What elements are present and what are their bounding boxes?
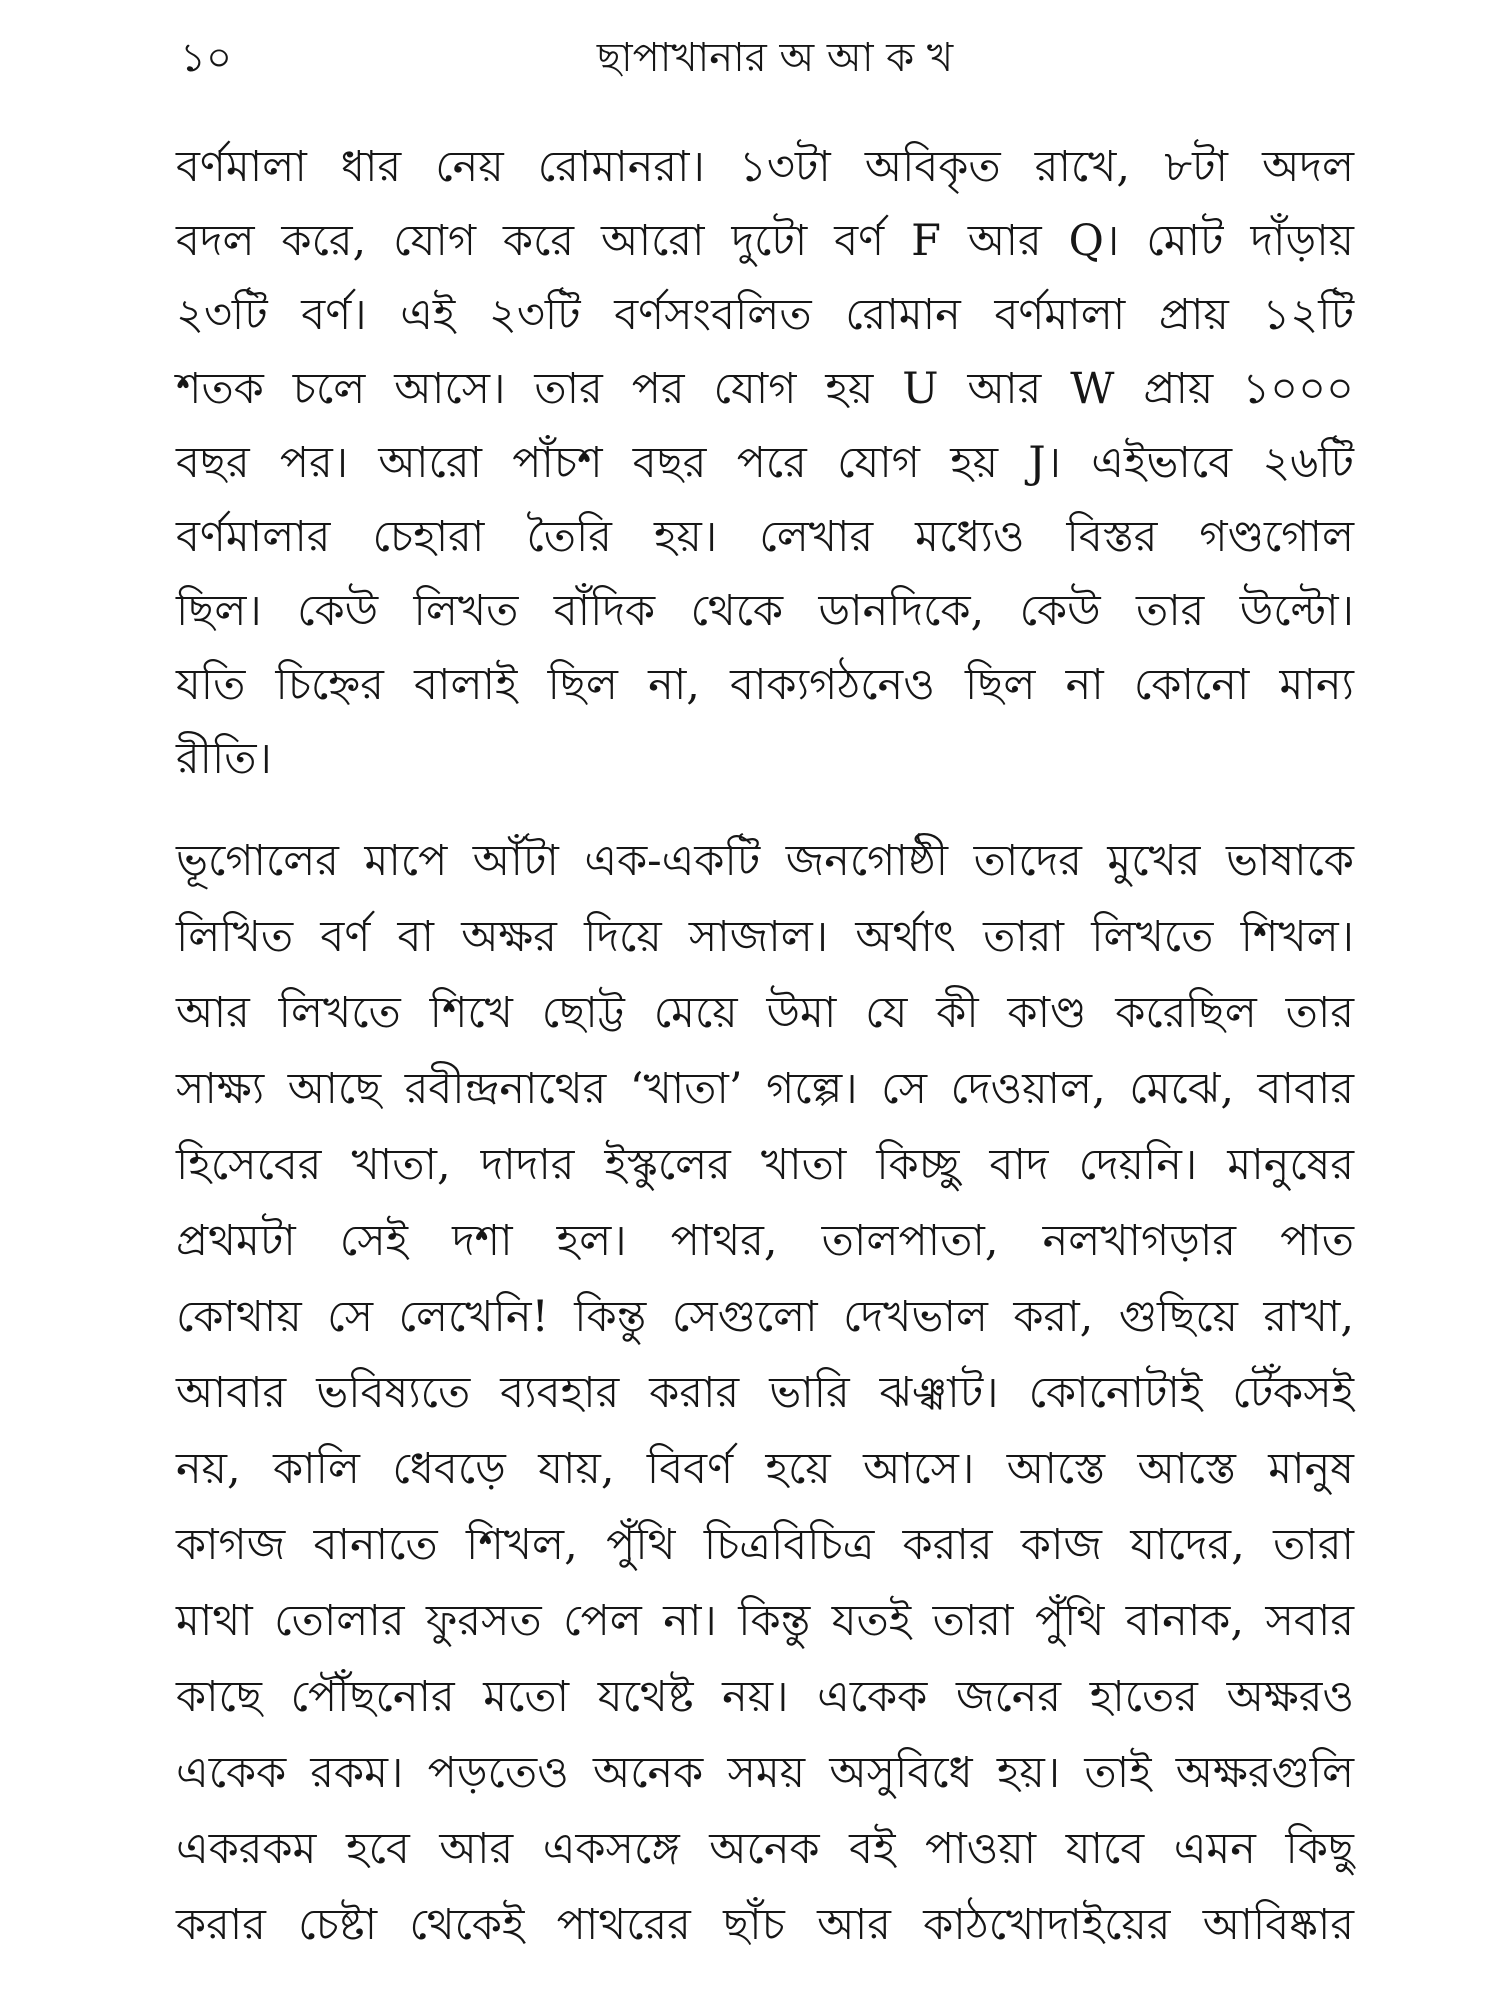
- text-line: প্রথমটা সেই দশা হল। পাথর, তালপাতা, নলখাগড়ার পাত: [176, 1216, 1354, 1266]
- text-line: আর লিখতে শিখে ছোট্ট মেয়ে উমা যে কী কাণ্ড করেছিল তার: [176, 988, 1354, 1038]
- text-line: ছিল। কেউ লিখত বাঁদিক থেকে ডানদিকে, কেউ তার উল্টো।: [176, 586, 1354, 636]
- page-number: ১০: [180, 35, 232, 81]
- text-line: একেক রকম। পড়তেও অনেক সময় অসুবিধে হয়। তাই অক্ষরগুলি: [176, 1748, 1354, 1798]
- text-line: নয়, কালি ধেবড়ে যায়, বিবর্ণ হয়ে আসে। আস্তে আস্তে মানুষ: [176, 1444, 1354, 1494]
- text-line: কাছে পৌঁছনোর মতো যথেষ্ট নয়। একেক জনের হাতের অক্ষরও: [176, 1672, 1354, 1722]
- text-line: কোথায় সে লেখেনি! কিন্তু সেগুলো দেখভাল করা, গুছিয়ে রাখা,: [176, 1292, 1354, 1342]
- text-line: ভূগোলের মাপে আঁটা এক-একটি জনগোষ্ঠী তাদের মুখের ভাষাকে: [176, 836, 1354, 886]
- text-line: শতক চলে আসে। তার পর যোগ হয় U আর W প্রায় ১০০০: [176, 364, 1354, 414]
- text-line: সাক্ষ্য আছে রবীন্দ্রনাথের ‘খাতা’ গল্পে। সে দেওয়াল, মেঝে, বাবার: [176, 1064, 1354, 1114]
- text-line: বছর পর। আরো পাঁচশ বছর পরে যোগ হয় J। এইভাবে ২৬টি: [176, 438, 1354, 488]
- text-line: বর্ণমালার চেহারা তৈরি হয়। লেখার মধ্যেও বিস্তর গণ্ডগোল: [176, 512, 1354, 562]
- text-line: রীতি।: [176, 734, 272, 784]
- text-line: হিসেবের খাতা, দাদার ইস্কুলের খাতা কিচ্ছু বাদ দেয়নি। মানুষের: [176, 1140, 1354, 1190]
- running-title: ছাপাখানার অ আ ক খ: [596, 35, 954, 81]
- text-line: কাগজ বানাতে শিখল, পুঁথি চিত্রবিচিত্র করার কাজ যাদের, তারা: [176, 1520, 1354, 1570]
- text-line: একরকম হবে আর একসঙ্গে অনেক বই পাওয়া যাবে এমন কিছু: [176, 1824, 1354, 1874]
- text-line: আবার ভবিষ্যতে ব্যবহার করার ভারি ঝঞ্ঝাট। কোনোটাই টেঁকসই: [176, 1368, 1354, 1418]
- text-line: যতি চিহ্নের বালাই ছিল না, বাক্যগঠনেও ছিল না কোনো মান্য: [176, 660, 1354, 710]
- text-line: বর্ণমালা ধার নেয় রোমানরা। ১৩টা অবিকৃত রাখে, ৮টা অদল: [176, 142, 1354, 192]
- text-line: মাথা তোলার ফুরসত পেল না। কিন্তু যতই তারা পুঁথি বানাক, সবার: [176, 1596, 1354, 1646]
- text-line: করার চেষ্টা থেকেই পাথরের ছাঁচ আর কাঠখোদাইয়ের আবিষ্কার: [176, 1900, 1354, 1950]
- text-line: বদল করে, যোগ করে আরো দুটো বর্ণ F আর Q। মোট দাঁড়ায়: [176, 216, 1354, 266]
- text-line: লিখিত বর্ণ বা অক্ষর দিয়ে সাজাল। অর্থাৎ তারা লিখতে শিখল।: [176, 912, 1354, 962]
- text-line: ২৩টি বর্ণ। এই ২৩টি বর্ণসংবলিত রোমান বর্ণমালা প্রায় ১২টি: [176, 290, 1354, 340]
